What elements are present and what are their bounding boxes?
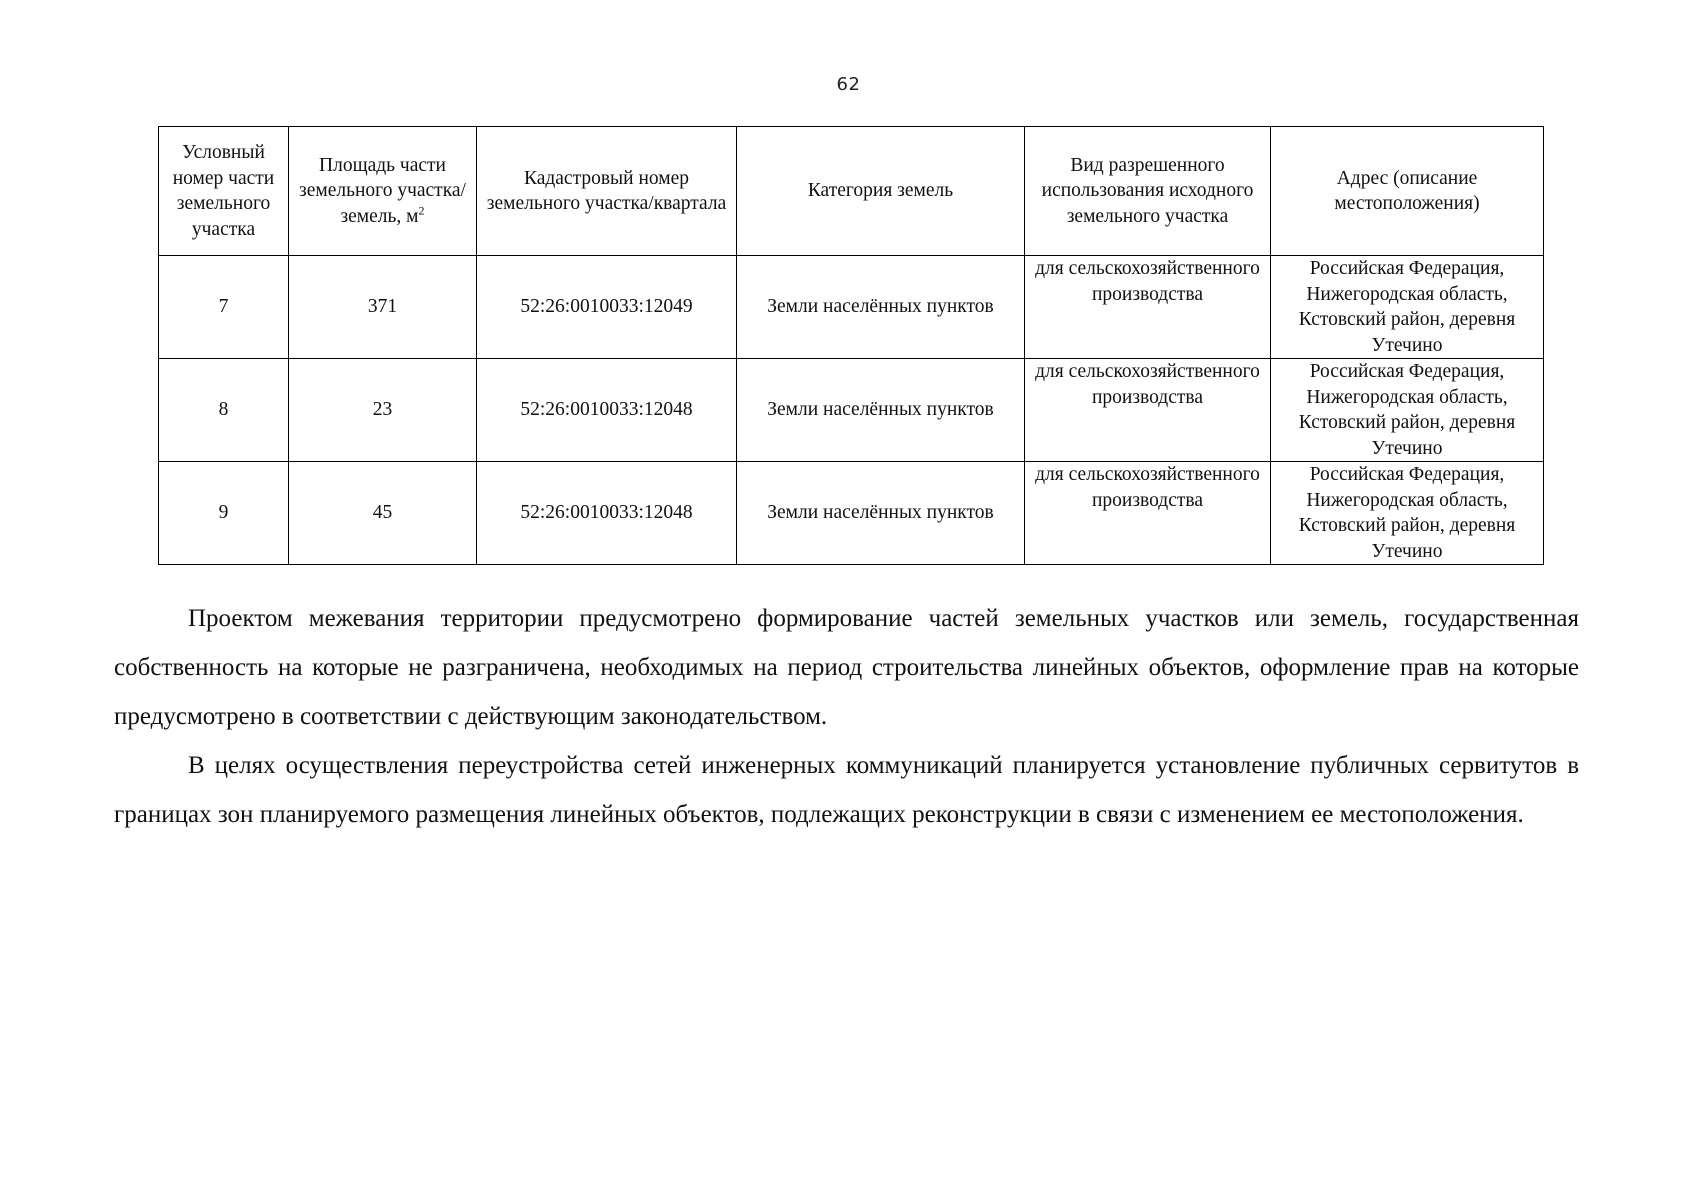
body-paragraph: В целях осуществления переустройства сетей инженерных коммуникаций планируется установление публичных сервитутов в границах зон планируемого размещения линейных объектов, подлежащих реконструкции в связи с изменением ее местоположения. xyxy=(114,752,1579,828)
body-paragraph: Проектом межевания территории предусмотрено формирование частей земельных участков или земель, государственная собственность на которые не разграничена, необходимых на период строительства линейных объектов, оформление прав на которые предусмотрено в соответствии с действующим законодательством. xyxy=(114,605,1579,730)
table-body xyxy=(159,256,1544,565)
cell-part-number: 7 xyxy=(159,256,289,359)
table-row xyxy=(159,256,1544,359)
cell-part-number: 8 xyxy=(159,359,289,462)
header-area-label: Площадь части земельного участка/земель, м xyxy=(299,154,466,227)
table-header-row xyxy=(159,127,1544,256)
land-parts-table xyxy=(158,126,1544,565)
cell-address: Российская Федерация, Нижегородская область, Кстовский район, деревня Утечино xyxy=(1271,462,1544,565)
header-area-unit-exponent: 2 xyxy=(418,203,425,218)
table-header xyxy=(159,127,1544,256)
header-area xyxy=(289,127,477,256)
cell-address: Российская Федерация, Нижегородская область, Кстовский район, деревня Утечино xyxy=(1271,256,1544,359)
cell-area: 23 xyxy=(289,359,477,462)
cell-address: Российская Федерация, Нижегородская область, Кстовский район, деревня Утечино xyxy=(1271,359,1544,462)
cell-land-category: Земли населённых пунктов xyxy=(737,359,1025,462)
cell-area: 371 xyxy=(289,256,477,359)
header-part-number: Условный номер части земельного участка xyxy=(159,127,289,256)
page-number: 62 xyxy=(836,74,861,95)
cell-land-category: Земли населённых пунктов xyxy=(737,256,1025,359)
cell-part-number: 9 xyxy=(159,462,289,565)
header-land-category: Категория земель xyxy=(737,127,1025,256)
cell-permitted-use: для сельскохозяйственного производства xyxy=(1025,256,1271,359)
header-cadastral-number: Кадастровый номер земельного участка/квартала xyxy=(477,127,737,256)
cell-cadastral-number: 52:26:0010033:12048 xyxy=(477,359,737,462)
table-row xyxy=(159,359,1544,462)
cell-cadastral-number: 52:26:0010033:12049 xyxy=(477,256,737,359)
cell-cadastral-number: 52:26:0010033:12048 xyxy=(477,462,737,565)
cell-permitted-use: для сельскохозяйственного производства xyxy=(1025,359,1271,462)
header-permitted-use: Вид разрешенного использования исходного земельного участка xyxy=(1025,127,1271,256)
cell-land-category: Земли населённых пунктов xyxy=(737,462,1025,565)
cell-permitted-use: для сельскохозяйственного производства xyxy=(1025,462,1271,565)
header-address: Адрес (описание местоположения) xyxy=(1271,127,1544,256)
cell-area: 45 xyxy=(289,462,477,565)
table-row xyxy=(159,462,1544,565)
